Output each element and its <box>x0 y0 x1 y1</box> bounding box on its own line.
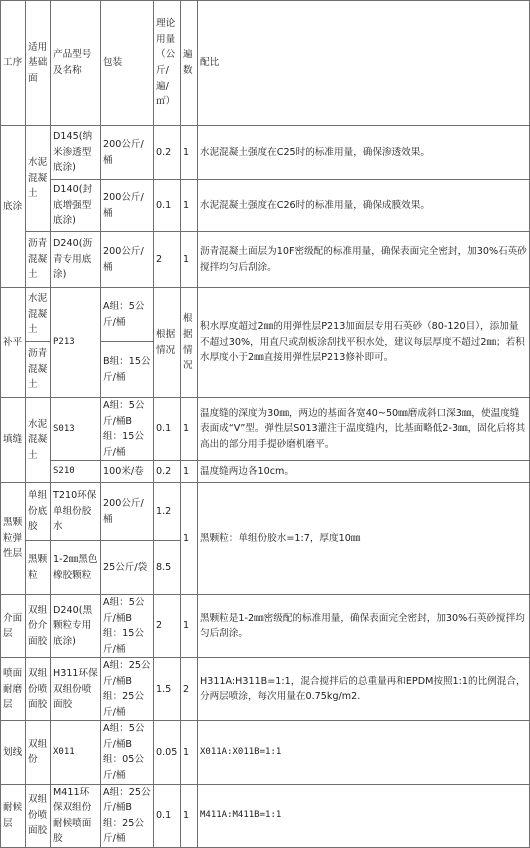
process-cell: 划线 <box>1 721 26 784</box>
table-row <box>1 721 530 784</box>
ratio-cell: 黑颗粒是1-2㎜密级配的标准用量，确保表面完全密封，加30%石英砂搅拌均匀后刮涂。 <box>198 595 530 658</box>
coats-cell: 根据情况 <box>181 288 198 398</box>
base-cell: 黑颗粒 <box>26 541 51 595</box>
header-process: 工序 <box>1 1 26 126</box>
usage-cell: 0.2 <box>154 126 181 180</box>
table-row <box>1 398 530 461</box>
ratio-cell: 水泥混凝土强度在C25时的标准用量，确保渗透效果。 <box>198 126 530 180</box>
base-cell: 双组份喷面胶 <box>26 658 51 721</box>
process-cell: 补平 <box>1 288 26 398</box>
ratio-cell: X011A:X011B=1:1 <box>198 721 530 784</box>
process-cell: 喷面耐磨层 <box>1 658 26 721</box>
package-cell: A组：5公斤/桶B组：15公斤/桶 <box>101 595 154 658</box>
table-row <box>1 180 530 232</box>
product-cell: S210 <box>51 461 101 483</box>
product-cell: X011 <box>51 721 101 784</box>
package-cell: 200公斤/桶 <box>101 483 154 541</box>
package-cell: 200公斤/桶 <box>101 126 154 180</box>
product-cell: M411环保双组份耐候喷面胶 <box>51 784 101 847</box>
usage-cell: 0.1 <box>154 180 181 232</box>
base-cell: 沥青混凝土 <box>26 232 51 288</box>
table-row <box>1 461 530 483</box>
ratio-cell: H311A:H311B=1:1，混合搅拌后的总重量再和EPDM按照1:1的比例混合，分两层喷涂，每次用量在0.75kg/m2. <box>198 658 530 721</box>
header-row <box>1 1 530 126</box>
product-cell: T210环保单组份胶水 <box>51 483 101 541</box>
product-cell: 1-2㎜黑色橡胶颗粒 <box>51 541 101 595</box>
base-cell: 双组份 <box>26 721 51 784</box>
header-package: 包装 <box>101 1 154 126</box>
package-cell: 200公斤/桶 <box>101 232 154 288</box>
base-cell: 水泥混凝土 <box>26 398 51 483</box>
package-cell: A组：5公斤/桶 <box>101 288 154 342</box>
ratio-cell: 水泥混凝土强度在C26时的标准用量，确保成膜效果。 <box>198 180 530 232</box>
usage-cell: 1.5 <box>154 658 181 721</box>
coats-cell: 1 <box>181 232 198 288</box>
table-row <box>1 658 530 721</box>
base-cell: 单组份底胶 <box>26 483 51 541</box>
process-cell: 填缝 <box>1 398 26 483</box>
product-cell: D240(黑颗粒专用底涂) <box>51 595 101 658</box>
coats-cell: 1 <box>181 483 198 595</box>
header-product: 产品型号及名称 <box>51 1 101 126</box>
coats-cell: 1 <box>181 461 198 483</box>
usage-cell: 8.5 <box>154 541 181 595</box>
base-cell: 双组份喷面胶 <box>26 784 51 847</box>
header-base: 适用基础面 <box>26 1 51 126</box>
usage-cell: 0.05 <box>154 721 181 784</box>
base-cell: 水泥混凝土 <box>26 288 51 342</box>
package-cell: B组：15公斤/桶 <box>101 342 154 398</box>
process-cell: 黑颗粒弹性层 <box>1 483 26 595</box>
ratio-cell: 黑颗粒：单组份胶水=1:7，厚度10㎜ <box>198 483 530 595</box>
coats-cell: 2 <box>181 658 198 721</box>
ratio-cell: M411A:M411B=1:1 <box>198 784 530 847</box>
package-cell: 100米/卷 <box>101 461 154 483</box>
product-cell: S013 <box>51 398 101 461</box>
ratio-cell: 沥青混凝土面层为10F密级配的标准用量，确保表面完全密封，加30%石英砂搅拌均匀后刮涂。 <box>198 232 530 288</box>
package-cell: 200公斤/桶 <box>101 180 154 232</box>
header-usage: 理论用量（公斤/遍/㎡） <box>154 1 181 126</box>
process-cell: 耐候层 <box>1 784 26 847</box>
package-cell: 25公斤/袋 <box>101 541 154 595</box>
table-row <box>1 483 530 541</box>
product-cell: P213 <box>51 288 101 398</box>
ratio-cell: 积水厚度超过2㎜的用弹性层P213加面层专用石英砂（80-120目），添加量不超过30%，用直尺或刮板涂刮找平积水处，建议每层厚度不超过2㎜；若积水厚度小于2㎜直接用弹性层P213修补即可。 <box>198 288 530 398</box>
table-row <box>1 126 530 180</box>
header-coats: 遍数 <box>181 1 198 126</box>
product-cell: D145(纳米渗透型底涂) <box>51 126 101 180</box>
coats-cell: 1 <box>181 595 198 658</box>
header-ratio: 配比 <box>198 1 530 126</box>
ratio-cell: 温度缝的深度为30㎜，两边的基面各宽40~50㎜磨成斜口深3㎜，使温度缝表面成“V”型。弹性层S013灌注于温度缝内，比基面略低2-3㎜，固化后将其高出的部分用手提砂磨机磨平。 <box>198 398 530 461</box>
table-row <box>1 784 530 847</box>
ratio-cell: 温度缝两边各10cm。 <box>198 461 530 483</box>
base-cell: 双组份介面胶 <box>26 595 51 658</box>
usage-cell: 根据情况 <box>154 288 181 398</box>
product-cell: D240(沥青专用底涂) <box>51 232 101 288</box>
coats-cell: 1 <box>181 126 198 180</box>
coats-cell: 1 <box>181 784 198 847</box>
product-cell: H311环保双组份喷面胶 <box>51 658 101 721</box>
process-cell: 介面层 <box>1 595 26 658</box>
process-cell: 底涂 <box>1 126 26 288</box>
base-cell: 沥青混凝土 <box>26 342 51 398</box>
table-row <box>1 232 530 288</box>
package-cell: A组：25公斤/桶B组：25公斤/桶 <box>101 784 154 847</box>
coats-cell: 1 <box>181 721 198 784</box>
table-row <box>1 288 530 342</box>
base-cell: 水泥混凝土 <box>26 126 51 232</box>
table-row <box>1 595 530 658</box>
usage-cell: 0.1 <box>154 784 181 847</box>
coats-cell: 1 <box>181 180 198 232</box>
coats-cell: 1 <box>181 398 198 461</box>
usage-cell: 2 <box>154 232 181 288</box>
usage-cell: 2 <box>154 595 181 658</box>
package-cell: A组：25公斤/桶B组：25公斤/桶 <box>101 658 154 721</box>
package-cell: A组：5公斤/桶B组：05公斤/桶 <box>101 721 154 784</box>
package-cell: A组：5公斤/桶B组：15公斤/桶 <box>101 398 154 461</box>
product-cell: D140(封底增强型底涂) <box>51 180 101 232</box>
usage-cell: 0.1 <box>154 398 181 461</box>
usage-cell: 1.2 <box>154 483 181 541</box>
usage-cell: 0.2 <box>154 461 181 483</box>
